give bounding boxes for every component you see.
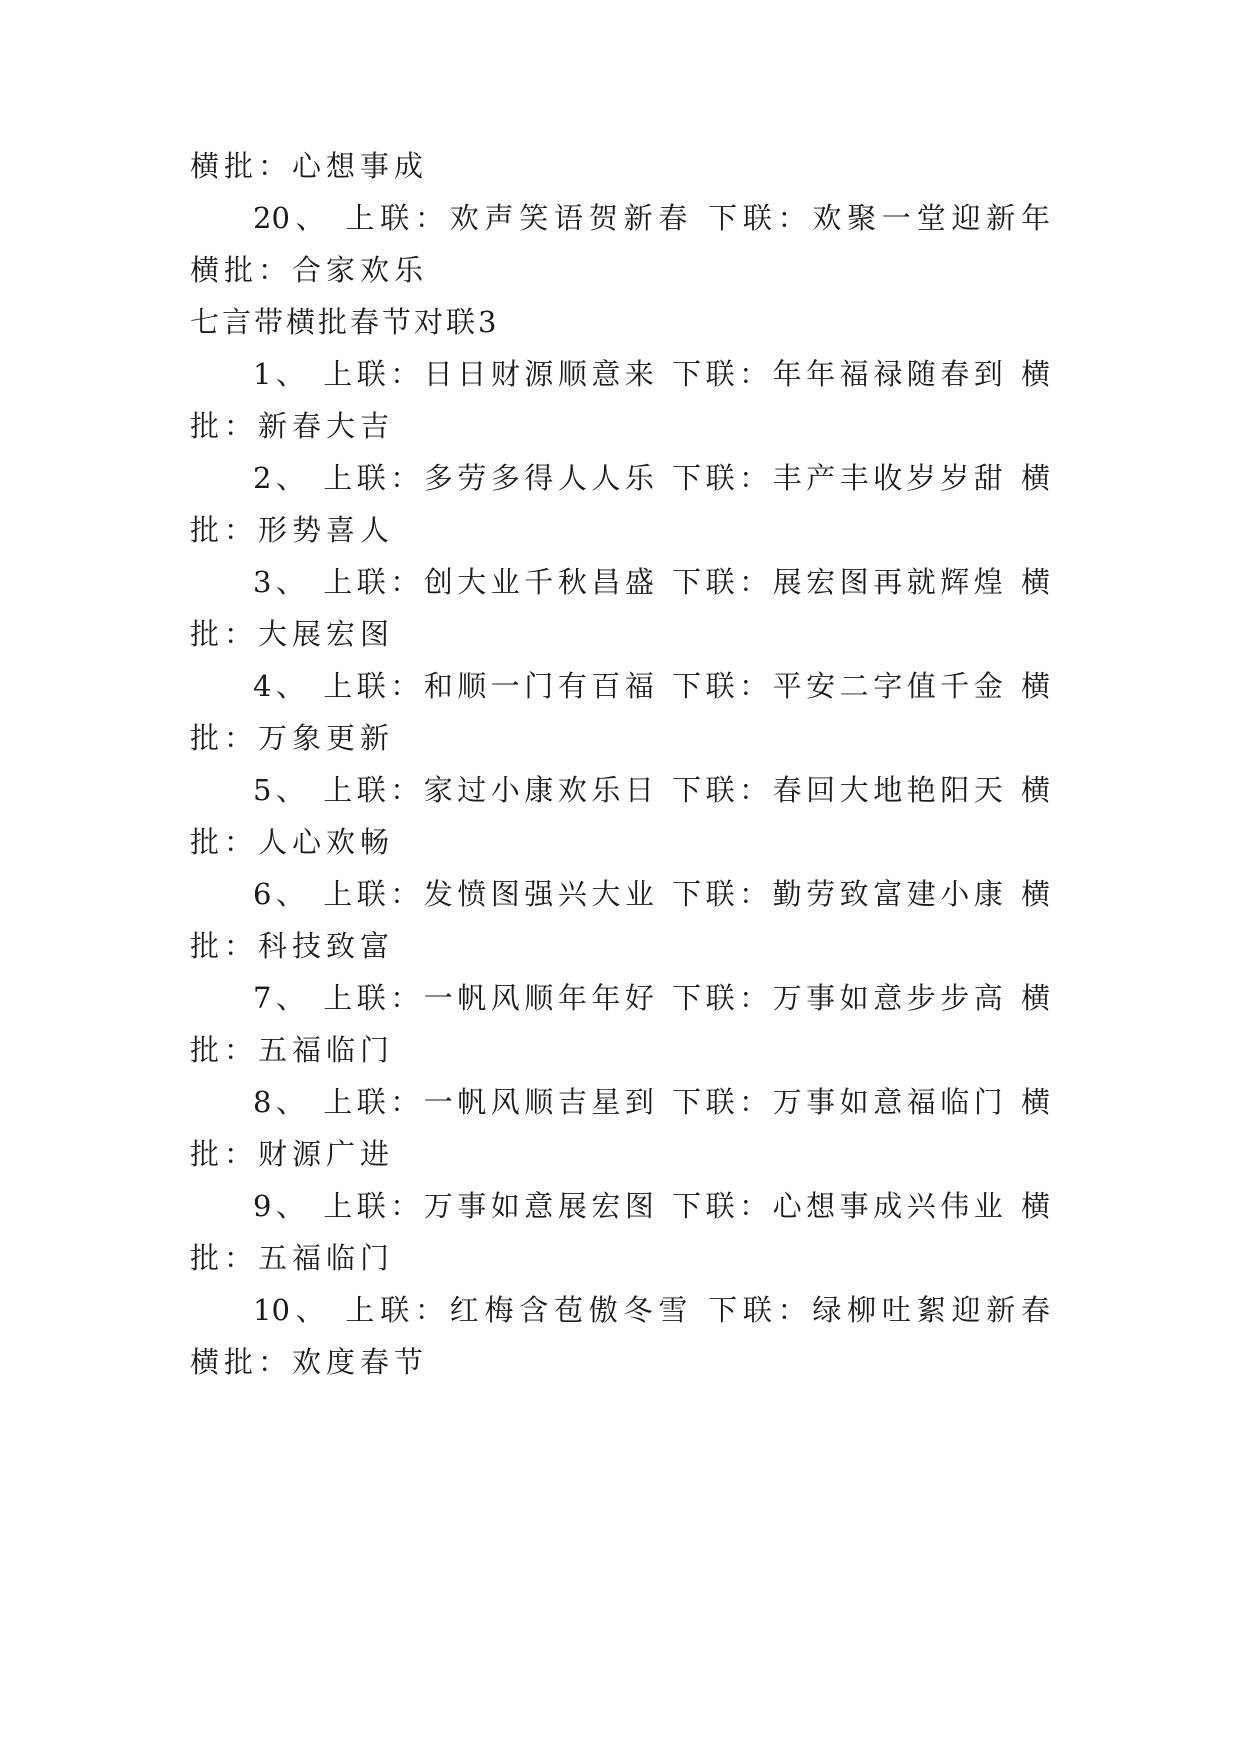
- text-line: 5、 上联：家过小康欢乐日 下联：春回大地艳阳天 横: [253, 773, 1050, 807]
- text-line: 批：形势喜人: [190, 513, 395, 547]
- text-line: 横批：心想事成: [190, 149, 429, 183]
- text-line: 批：新春大吉: [190, 409, 395, 443]
- text-line: 横批：欢度春节: [190, 1345, 429, 1379]
- text-line: 横批：合家欢乐: [190, 253, 429, 287]
- text-line: 1、 上联：日日财源顺意来 下联：年年福禄随春到 横: [253, 357, 1050, 391]
- text-line: 3、 上联：创大业千秋昌盛 下联：展宏图再就辉煌 横: [253, 565, 1050, 599]
- section-heading: 七言带横批春节对联3: [190, 305, 500, 339]
- text-line: 20、 上联：欢声笑语贺新春 下联：欢聚一堂迎新年: [253, 201, 1050, 235]
- text-line: 7、 上联：一帆风顺年年好 下联：万事如意步步高 横: [253, 981, 1050, 1015]
- text-line: 批：财源广进: [190, 1137, 395, 1171]
- text-line: 10、 上联：红梅含苞傲冬雪 下联：绿柳吐絮迎新春: [253, 1293, 1050, 1327]
- text-line: 8、 上联：一帆风顺吉星到 下联：万事如意福临门 横: [253, 1085, 1050, 1119]
- text-line: 批：人心欢畅: [190, 825, 395, 859]
- text-line: 批：万象更新: [190, 721, 395, 755]
- text-line: 6、 上联：发愤图强兴大业 下联：勤劳致富建小康 横: [253, 877, 1050, 911]
- text-line: 9、 上联：万事如意展宏图 下联：心想事成兴伟业 横: [253, 1189, 1050, 1223]
- text-line: 批：大展宏图: [190, 617, 395, 651]
- text-line: 批：五福临门: [190, 1241, 395, 1275]
- text-line: 批：科技致富: [190, 929, 395, 963]
- text-line: 2、 上联：多劳多得人人乐 下联：丰产丰收岁岁甜 横: [253, 461, 1050, 495]
- text-line: 批：五福临门: [190, 1033, 395, 1067]
- text-line: 4、 上联：和顺一门有百福 下联：平安二字值千金 横: [253, 669, 1050, 703]
